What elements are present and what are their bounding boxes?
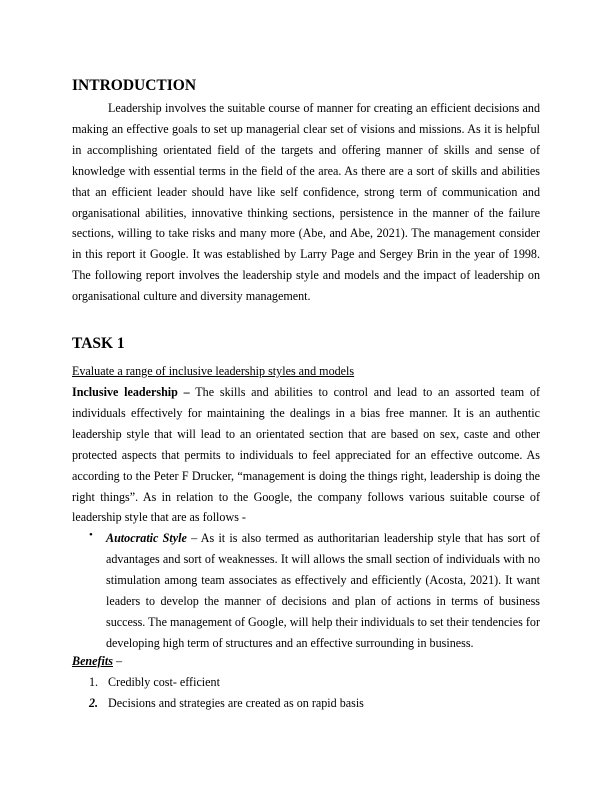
benefits-label: Benefits (72, 654, 113, 668)
benefits-heading (72, 654, 122, 669)
task1-subheading: Evaluate a range of inclusive leadership styles and models (72, 364, 355, 378)
autocratic-style-text: – As it is also termed as authoritarian leadership style that has sort of advantages and sort of weaknesses. It will allows the small section of individuals with no stimulation among team associates as effectively and efficiently (Acosta, 2021). It want leaders to develop the manner of decisions and plan of actions in terms of business success. The management of Google, will help their individuals to set their tendencies for developing high term of structures and an effective surrounding in business. (106, 531, 540, 650)
task1-heading: TASK 1 (72, 335, 125, 352)
autocratic-text-block (106, 528, 540, 653)
inclusive-leadership-label: Inclusive leadership – (72, 385, 190, 399)
benefit-text: Credibly cost- efficient (108, 675, 220, 689)
autocratic-style-label: Autocratic Style (106, 531, 187, 545)
benefit-item (89, 675, 220, 690)
benefit-number: 1. (89, 675, 99, 689)
bullet-marker: • (89, 529, 93, 541)
inclusive-leadership-text: The skills and abilities to control and lead to an assorted team of individuals effectively for maintaining the dealings in a bias free manner. It is an authentic leadership style that will lead to an orientated section that are based on sex, caste and other protected aspects that permits to individuals to feel appreciated for an effective outcome. As according to the Peter F Drucker, “management is doing the things right, leadership is doing the right things”. As in relation to the Google, the company follows various suitable course of leadership style that are as follows - (72, 385, 540, 525)
benefit-number: 2. (89, 696, 99, 710)
introduction-heading: INTRODUCTION (72, 77, 197, 94)
benefit-text: Decisions and strategies are created as on rapid basis (108, 696, 364, 710)
benefits-dash: – (112, 654, 123, 668)
introduction-paragraph: Leadership involves the suitable course of manner for creating an efficient decisions and making an effective goals to set up managerial clear set of visions and missions. As it is helpful in accomplishing orientated field of the targets and offering manner of skills and sense of knowledge with essential terms in the field of the area. As there are a sort of skills and abilities that an efficient leader should have like self confidence, strong term of communication and organisational abilities, innovative thinking sections, persistence in the manner of the failure sections, willing to take risks and many more (Abe, and Abe, 2021). The management consider in this report it Google. It was established by Larry Page and Sergey Brin in the year of 1998. The following report involves the leadership style and models and the impact of leadership on organisational culture and diversity management. (72, 101, 540, 304)
autocratic-bullet (89, 528, 540, 653)
benefit-item (89, 696, 364, 711)
inclusive-leadership-paragraph (72, 382, 540, 528)
